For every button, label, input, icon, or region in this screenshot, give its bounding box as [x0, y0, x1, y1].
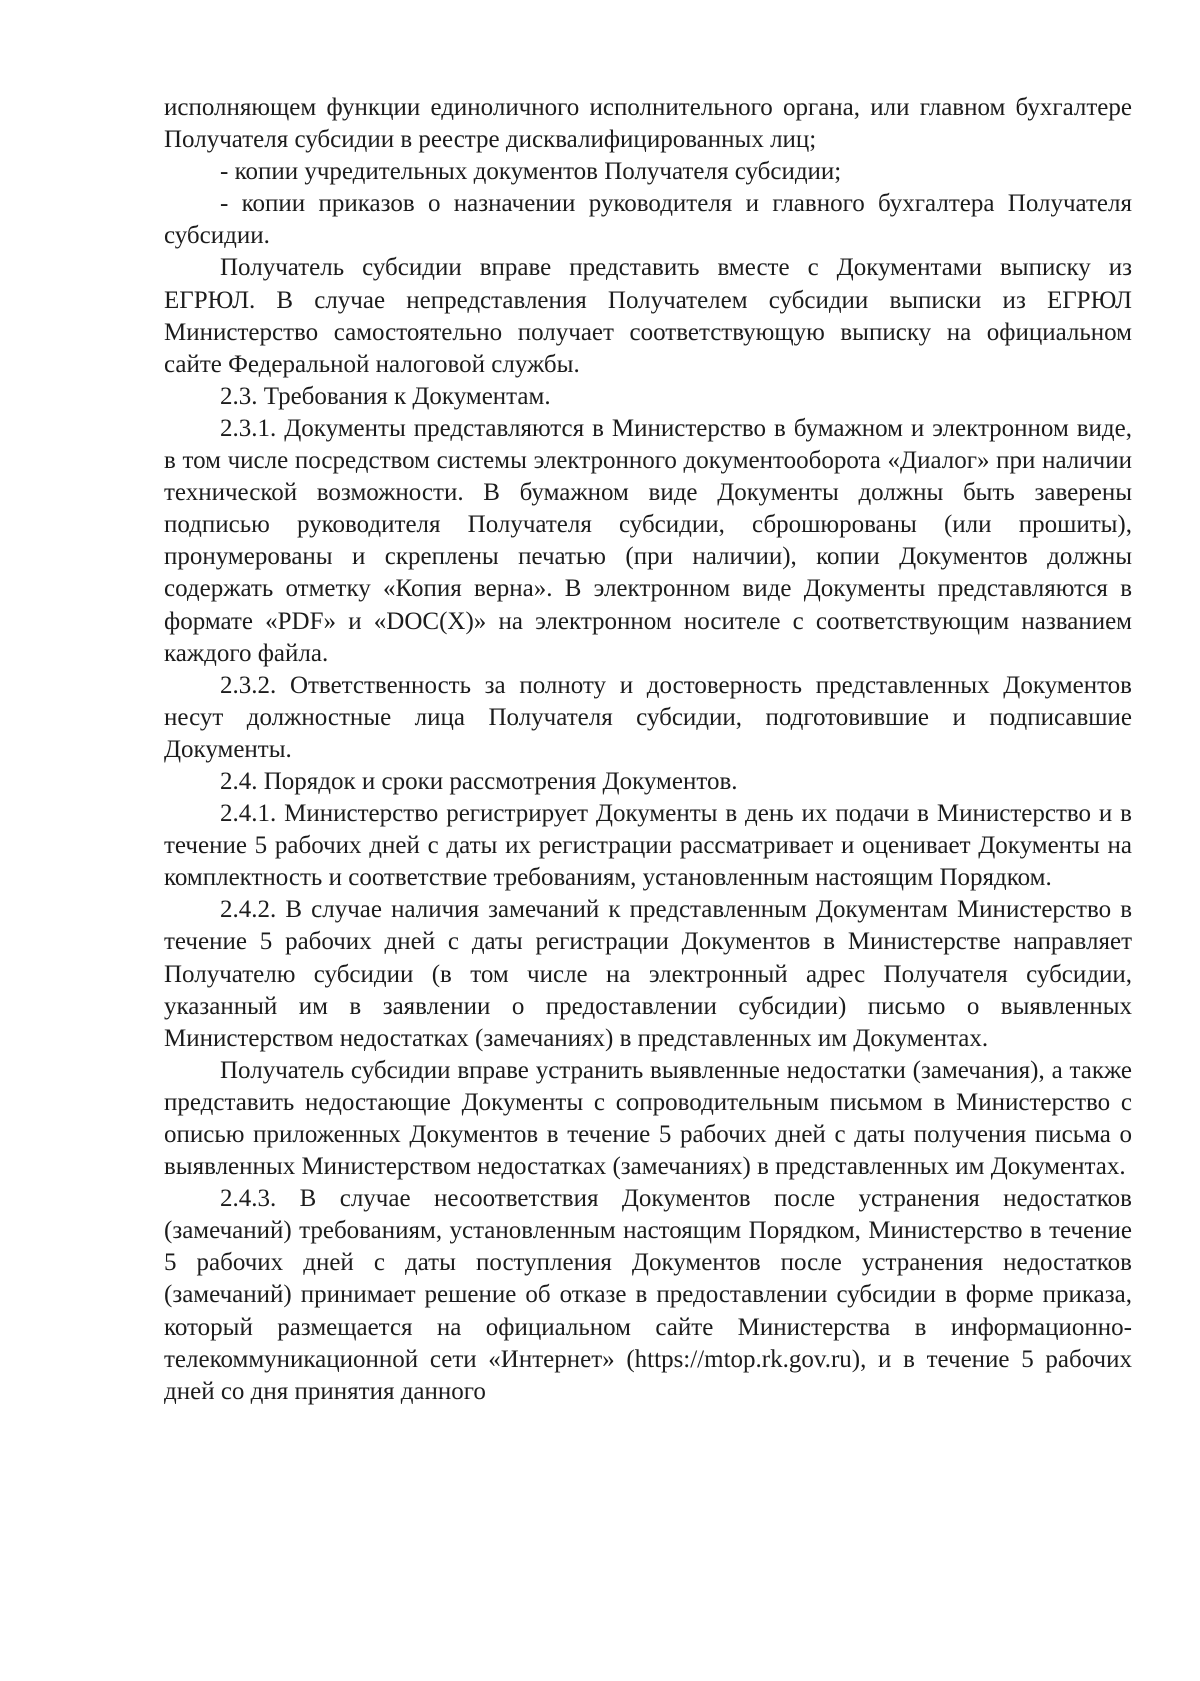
paragraph-2-4-2: 2.4.2. В случае наличия замечаний к представленным Документам Министерство в течение 5 рабочих дней с даты регистрации Документов в Министерстве направляет Получателю субсидии (в том числе на электронный адрес Получателя субсидии, указанный им в заявлении о предоставлении субсидии) письмо о выявленных Министерством недостатках (замечаниях) в представленных им Документах. — [164, 896, 1132, 1052]
paragraph-2-4-3: 2.4.3. В случае несоответствия Документов после устранения недостатков (замечаний) требованиям, установленным настоящим Порядком, Министерство в течение 5 рабочих дней с даты поступления Документов после устранения недостатков (замечаний) принимает решение об отказе в предоставлении субсидии в форме приказа, который размещается на официальном сайте Министерства в информационно-телекоммуникационной сети «Интернет» (https://mtop.rk.gov.ru), и в течение 5 рабочих дней со дня принятия данного — [164, 1185, 1132, 1405]
section-heading-2-4: 2.4. Порядок и сроки рассмотрения Документов. — [220, 767, 738, 795]
section-heading-2-3: 2.3. Требования к Документам. — [220, 382, 551, 410]
paragraph-appointment-orders: - копии приказов о назначении руководителя и главного бухгалтера Получателя субсидии. — [164, 190, 1132, 250]
paragraph-disqualified-persons: исполняющем функции единоличного исполнительного органа, или главном бухгалтере Получателя субсидии в реестре дисквалифицированных лиц; — [164, 94, 1132, 154]
paragraph-2-4-1: 2.4.1. Министерство регистрирует Документы в день их подачи в Министерство и в течение 5 рабочих дней с даты их регистрации рассматривает и оценивает Документы на комплектность и соответствие требованиям, установленным настоящим Порядком. — [164, 800, 1132, 892]
paragraph-recipient-rights: Получатель субсидии вправе устранить выявленные недостатки (замечания), а также представить недостающие Документы с сопроводительным письмом в Министерство с описью приложенных Документов в течение 5 рабочих дней с даты получения письма о выявленных Министерством недостатках (замечаниях) в представленных им Документах. — [164, 1056, 1132, 1181]
paragraph-2-3-1: 2.3.1. Документы представляются в Министерство в бумажном и электронном виде, в том числе посредством системы электронного документооборота «Диалог» при наличии технической возможности. В бумажном виде Документы должны быть заверены подписью руководителя Получателя субсидии, сброшюрованы (или прошиты), пронумерованы и скреплены печатью (при наличии), копии Документов должны содержать отметку «Копия верна». В электронном виде Документы представляются в формате «PDF» и «DOC(X)» на электронном носителе с соответствующим названием каждого файла. — [164, 414, 1132, 667]
paragraph-founding-documents: - копии учредительных документов Получателя субсидии; — [220, 158, 842, 186]
paragraph-egrul-extract: Получатель субсидии вправе представить вместе с Документами выписку из ЕГРЮЛ. В случае непредставления Получателем субсидии выписки из ЕГРЮЛ Министерство самостоятельно получает соответствующую выписку на официальном сайте Федеральной налоговой службы. — [164, 254, 1132, 378]
document-body — [164, 92, 1132, 1408]
paragraph-2-3-2: 2.3.2. Ответственность за полноту и достоверность представленных Документов несут должностные лица Получателя субсидии, подготовившие и подписавшие Документы. — [164, 671, 1132, 763]
